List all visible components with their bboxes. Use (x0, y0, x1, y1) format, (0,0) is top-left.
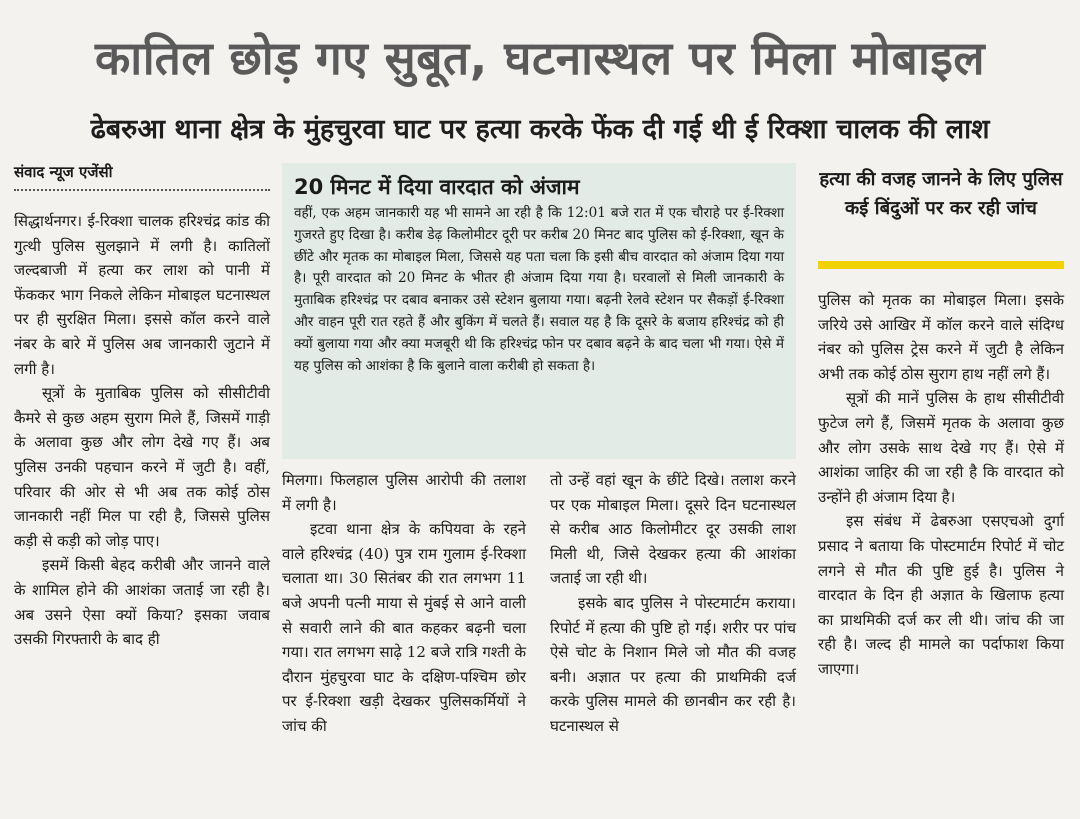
paragraph: इसमें किसी बेहद करीबी और जानने वाले के शामिल होने की आशंका जताई जा रही है। अब उसने ऐसा क्यों किया? इसका जवाब उसकी गिरफ्तारी के बाद ही (14, 556, 270, 649)
subheadline: ढेबरुआ थाना क्षेत्र के मुंहचुरवा घाट पर हत्या करके फेंक दी गई थी ई रिक्शा चालक की लाश (90, 114, 990, 145)
sidebar-accent-bar (818, 261, 1064, 269)
paragraph: सूत्रों की मानें पुलिस के हाथ सीसीटीवी फुटेज लगे हैं, जिसमें मृतक के अलावा कुछ और लोग उसके साथ देखे गए हैं। ऐसे में आशंका जाहिर की जा रही है कि वारदात को उन्होंने ही अंजाम दिया है। (818, 389, 1064, 506)
box-paragraph: घरवालों से मिली जानकारी के मुताबिक हरिश्चंद्र पर दबाव बनाकर उसे स्टेशन बुलाया गया। बढ़नी रेलवे स्टेशन पर सैकड़ों ई-रिक्शा और वाहन पूरी रात रहते हैं और बुकिंग में चलते हैं। सवाल यह है कि दूसरे के बजाय हरिश्चंद्र को ही क्यों बुलाया गया और क्या मजबूरी थी कि हरिश्चंद्र फोन पर दबाव बढ़ने के बाद चला भी गया। ऐसे में यह पुलिस को आशंका है कि बुलाने वाला करीबी हो सकता है। (294, 270, 785, 374)
paragraph: सिद्धार्थनगर। ई-रिक्शा चालक हरिश्चंद्र कांड की गुत्थी पुलिस सुलझाने में लगी है। कातिलों जल्दबाजी में हत्या कर लाश को पानी में फेंककर भाग निकले लेकिन मोबाइल घटनास्थल पर ही सुरक्षित मिला। इससे कॉल करने वाले नंबर के बारे में पुलिस अब जानकारी जुटाने में लगी है। (14, 212, 270, 378)
highlight-box-title: 20 मिनट में दिया वारदात को अंजाम (294, 175, 580, 199)
sidebar-heading: हत्या की वजह जानने के लिए पुलिस कई बिंदुओं पर कर रही जांच (819, 169, 1063, 219)
byline: संवाद न्यूज एजेंसी (14, 163, 113, 181)
highlight-box (282, 163, 796, 459)
paragraph: इस संबंध में ढेबरुआ एसएचओ दुर्गा प्रसाद ने बताया कि पोस्टमार्टम रिपोर्ट में चोट लगने से मौत की पुष्टि हुई है। पुलिस ने वारदात के दिन ही अज्ञात के खिलाफ हत्या का प्राथमिकी दर्ज कर ली थी। जांच की जा रही है। जल्द ही मामले का पर्दाफाश किया जाएगा। (818, 512, 1064, 678)
article-column-3 (550, 468, 796, 739)
paragraph: तो उन्हें वहां खून के छींटे दिखे। तलाश करने पर एक मोबाइल मिला। दूसरे दिन घटनास्थल से करीब आठ किलोमीटर दूर उसकी लाश मिली थी, जिसे देखकर हत्या की आशंका जताई जा रही थी। (550, 471, 796, 588)
highlight-box-text (294, 203, 784, 377)
byline-divider (14, 189, 270, 191)
article-column-4 (818, 288, 1064, 682)
paragraph: मिलगा। फिलहाल पुलिस आरोपी की तलाश में लगी है। (282, 471, 526, 514)
paragraph: इटवा थाना क्षेत्र के कपियवा के रहने वाले हरिश्चंद्र (40) पुत्र राम गुलाम ई-रिक्शा चलाता था। 30 सितंबर की रात लगभग 11 बजे अपनी पत्नी माया से मुंबई से आने वाली से सवारी लाने की बात कहकर बढ़नी चला गया। रात लगभग साढ़े 12 बजे रात्रि गश्ती के दौरान मुंहचुरवा घाट के दक्षिण-पश्चिम छोर पर ई-रिक्शा खड़ी देखकर पुलिसकर्मियों ने जांच की (282, 520, 526, 735)
paragraph: सूत्रों के मुताबिक पुलिस को सीसीटीवी कैमरे से कुछ अहम सुराग मिले हैं, जिसमें गाड़ी के अलावा कुछ और लोग देखे गए हैं। अब पुलिस उनकी पहचान करने में जुटी है। वहीं, परिवार की ओर से भी अब तक कोई ठोस जानकारी नहीं मिल पा रही है, जिससे पुलिस कड़ी से कड़ी को जोड़ पाए। (14, 384, 270, 550)
article-column-1 (14, 209, 270, 652)
article-column-2 (282, 468, 526, 739)
box-paragraph: वहीं, एक अहम जानकारी यह भी सामने आ रही है कि 12:01 बजे रात में एक चौराहे पर ई-रिक्शा गुजरते हुए दिखा है। करीब डेढ़ किलोमीटर दूरी पर करीब 20 मिनट बाद पुलिस को ई-रिक्शा, खून के छींटे और मृतक का मोबाइल मिला, जिससे यह पता चला कि इसी बीच वारदात को अंजाम दिया गया है। पूरी वारदात को 20 मिनट के भीतर ही अंजाम दिया गया है। (294, 205, 784, 287)
paragraph: पुलिस को मृतक का मोबाइल मिला। इसके जरिये उसे आखिर में कॉल करने वाले संदिग्ध नंबर को पुलिस ट्रेस करने में जुटी है लेकिन अभी तक कोई ठोस सुराग हाथ नहीं लगे हैं। (818, 291, 1064, 383)
paragraph: इसके बाद पुलिस ने पोस्टमार्टम कराया। रिपोर्ट में हत्या की पुष्टि हो गई। शरीर पर पांच ऐसे चोट के निशान मिले जो मौत की वजह बनी। अज्ञात पर हत्या की प्राथमिकी दर्ज करके पुलिस मामले की छानबीन कर रही है। घटनास्थल से (550, 593, 796, 735)
headline: कातिल छोड़ गए सुबूत, घटनास्थल पर मिला मोबाइल (94, 31, 986, 85)
